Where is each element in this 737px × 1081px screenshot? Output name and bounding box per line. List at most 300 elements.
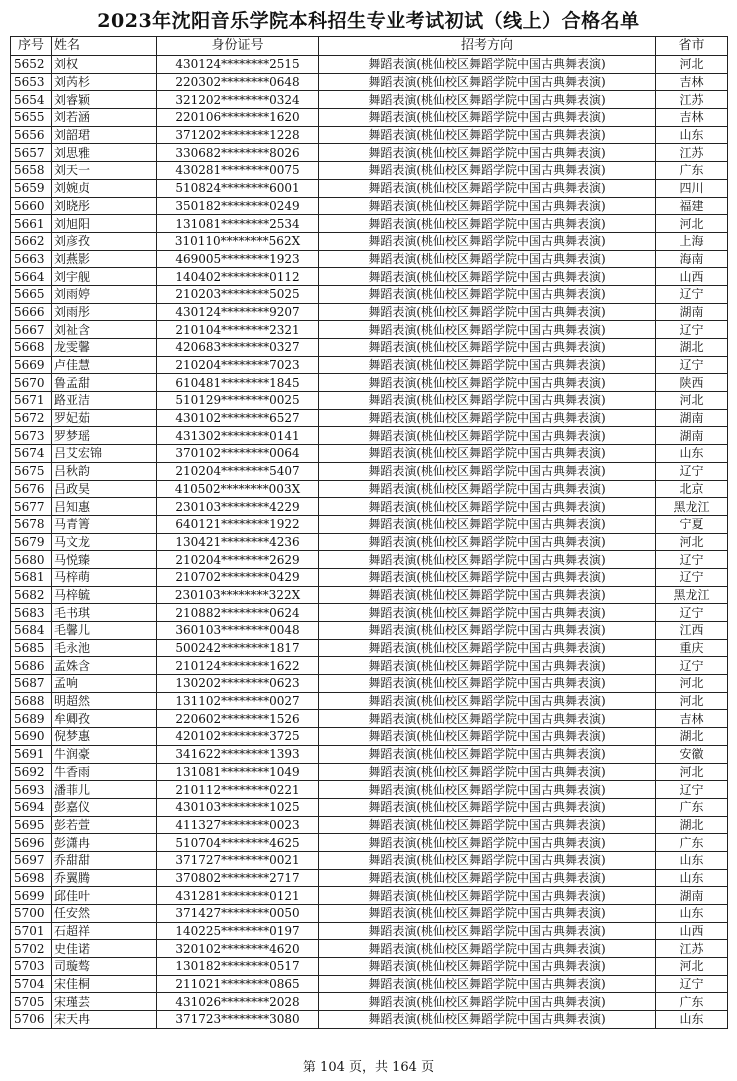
row-number: 5691 [11, 745, 52, 763]
exam-direction: 舞蹈表演(桃仙校区舞蹈学院中国古典舞表演) [319, 339, 656, 357]
row-number: 5661 [11, 215, 52, 233]
table-row [11, 197, 728, 215]
province: 河北 [656, 533, 728, 551]
table-row [11, 498, 728, 516]
student-name: 彭潇冉 [52, 834, 157, 852]
row-number: 5657 [11, 144, 52, 162]
row-number: 5695 [11, 816, 52, 834]
row-number: 5679 [11, 533, 52, 551]
id-number: 230103********4229 [157, 498, 319, 516]
exam-direction: 舞蹈表演(桃仙校区舞蹈学院中国古典舞表演) [319, 250, 656, 268]
table-row [11, 816, 728, 834]
table-row [11, 922, 728, 940]
exam-direction: 舞蹈表演(桃仙校区舞蹈学院中国古典舞表演) [319, 498, 656, 516]
exam-direction: 舞蹈表演(桃仙校区舞蹈学院中国古典舞表演) [319, 533, 656, 551]
row-number: 5696 [11, 834, 52, 852]
header-province: 省市 [656, 37, 728, 56]
exam-direction: 舞蹈表演(桃仙校区舞蹈学院中国古典舞表演) [319, 356, 656, 374]
id-number: 350182********0249 [157, 197, 319, 215]
exam-direction: 舞蹈表演(桃仙校区舞蹈学院中国古典舞表演) [319, 710, 656, 728]
exam-direction: 舞蹈表演(桃仙校区舞蹈学院中国古典舞表演) [319, 109, 656, 127]
exam-direction: 舞蹈表演(桃仙校区舞蹈学院中国古典舞表演) [319, 480, 656, 498]
province: 陕西 [656, 374, 728, 392]
table-row [11, 798, 728, 816]
row-number: 5654 [11, 91, 52, 109]
table-row [11, 232, 728, 250]
province: 辽宁 [656, 462, 728, 480]
province: 湖北 [656, 728, 728, 746]
exam-direction: 舞蹈表演(桃仙校区舞蹈学院中国古典舞表演) [319, 551, 656, 569]
row-number: 5692 [11, 763, 52, 781]
student-name: 宋天冉 [52, 1011, 157, 1029]
student-name: 倪梦惠 [52, 728, 157, 746]
id-number: 371202********1228 [157, 126, 319, 144]
province: 山东 [656, 869, 728, 887]
province: 安徽 [656, 745, 728, 763]
table-row [11, 285, 728, 303]
exam-direction: 舞蹈表演(桃仙校区舞蹈学院中国古典舞表演) [319, 763, 656, 781]
row-number: 5700 [11, 905, 52, 923]
row-number: 5666 [11, 303, 52, 321]
province: 广东 [656, 798, 728, 816]
row-number: 5694 [11, 798, 52, 816]
exam-direction: 舞蹈表演(桃仙校区舞蹈学院中国古典舞表演) [319, 586, 656, 604]
province: 辽宁 [656, 568, 728, 586]
province: 江西 [656, 622, 728, 640]
table-row [11, 869, 728, 887]
student-name: 毛馨儿 [52, 622, 157, 640]
id-number: 211021********0865 [157, 975, 319, 993]
student-name: 罗妃茹 [52, 409, 157, 427]
table-row [11, 374, 728, 392]
id-number: 469005********1923 [157, 250, 319, 268]
student-name: 鲁孟甜 [52, 374, 157, 392]
row-number: 5675 [11, 462, 52, 480]
student-name: 马文龙 [52, 533, 157, 551]
row-number: 5693 [11, 781, 52, 799]
row-number: 5690 [11, 728, 52, 746]
row-number: 5660 [11, 197, 52, 215]
table-row [11, 940, 728, 958]
student-name: 马梓萌 [52, 568, 157, 586]
row-number: 5668 [11, 339, 52, 357]
id-number: 131081********1049 [157, 763, 319, 781]
row-number: 5682 [11, 586, 52, 604]
id-number: 330682********8026 [157, 144, 319, 162]
id-number: 230103********322X [157, 586, 319, 604]
exam-direction: 舞蹈表演(桃仙校区舞蹈学院中国古典舞表演) [319, 975, 656, 993]
id-number: 410502********003X [157, 480, 319, 498]
student-name: 毛书琪 [52, 604, 157, 622]
table-row [11, 109, 728, 127]
province: 吉林 [656, 710, 728, 728]
student-name: 吕秋韵 [52, 462, 157, 480]
province: 上海 [656, 232, 728, 250]
table-row [11, 586, 728, 604]
table-row [11, 834, 728, 852]
student-name: 刘婉贞 [52, 179, 157, 197]
exam-direction: 舞蹈表演(桃仙校区舞蹈学院中国古典舞表演) [319, 798, 656, 816]
row-number: 5681 [11, 568, 52, 586]
student-name: 彭嘉仪 [52, 798, 157, 816]
table-row [11, 851, 728, 869]
student-name: 刘宇舰 [52, 268, 157, 286]
row-number: 5659 [11, 179, 52, 197]
exam-direction: 舞蹈表演(桃仙校区舞蹈学院中国古典舞表演) [319, 91, 656, 109]
province: 湖南 [656, 409, 728, 427]
exam-direction: 舞蹈表演(桃仙校区舞蹈学院中国古典舞表演) [319, 851, 656, 869]
id-number: 411327********0023 [157, 816, 319, 834]
exam-direction: 舞蹈表演(桃仙校区舞蹈学院中国古典舞表演) [319, 303, 656, 321]
province: 北京 [656, 480, 728, 498]
province: 辽宁 [656, 321, 728, 339]
row-number: 5686 [11, 657, 52, 675]
id-number: 370102********0064 [157, 445, 319, 463]
student-name: 孟响 [52, 675, 157, 693]
student-name: 刘韶珺 [52, 126, 157, 144]
id-number: 510704********4625 [157, 834, 319, 852]
table-row [11, 905, 728, 923]
id-number: 210702********0429 [157, 568, 319, 586]
student-name: 司璇骜 [52, 958, 157, 976]
id-number: 431302********0141 [157, 427, 319, 445]
page-footer: 第 104 页，共 164 页 [302, 1060, 435, 1075]
id-number: 420683********0327 [157, 339, 319, 357]
row-number: 5680 [11, 551, 52, 569]
student-name: 毛永池 [52, 639, 157, 657]
row-number: 5658 [11, 162, 52, 180]
province: 吉林 [656, 73, 728, 91]
id-number: 210204********5407 [157, 462, 319, 480]
id-number: 140225********0197 [157, 922, 319, 940]
student-name: 刘彦孜 [52, 232, 157, 250]
table-row [11, 604, 728, 622]
id-number: 321202********0324 [157, 91, 319, 109]
table-row [11, 728, 728, 746]
student-name: 彭若萱 [52, 816, 157, 834]
student-name: 乔翼腾 [52, 869, 157, 887]
exam-direction: 舞蹈表演(桃仙校区舞蹈学院中国古典舞表演) [319, 922, 656, 940]
exam-direction: 舞蹈表演(桃仙校区舞蹈学院中国古典舞表演) [319, 409, 656, 427]
province: 湖南 [656, 303, 728, 321]
province: 山东 [656, 1011, 728, 1029]
header-direction: 招考方向 [319, 37, 656, 56]
row-number: 5704 [11, 975, 52, 993]
row-number: 5667 [11, 321, 52, 339]
row-number: 5685 [11, 639, 52, 657]
row-number: 5669 [11, 356, 52, 374]
row-number: 5706 [11, 1011, 52, 1029]
student-name: 史佳诺 [52, 940, 157, 958]
id-number: 131102********0027 [157, 692, 319, 710]
table-row [11, 480, 728, 498]
id-number: 420102********3725 [157, 728, 319, 746]
id-number: 430281********0075 [157, 162, 319, 180]
exam-direction: 舞蹈表演(桃仙校区舞蹈学院中国古典舞表演) [319, 993, 656, 1011]
exam-direction: 舞蹈表演(桃仙校区舞蹈学院中国古典舞表演) [319, 215, 656, 233]
id-number: 371427********0050 [157, 905, 319, 923]
province: 广东 [656, 162, 728, 180]
id-number: 510824********6001 [157, 179, 319, 197]
student-name: 刘天一 [52, 162, 157, 180]
exam-direction: 舞蹈表演(桃仙校区舞蹈学院中国古典舞表演) [319, 232, 656, 250]
province: 江苏 [656, 940, 728, 958]
province: 湖南 [656, 427, 728, 445]
row-number: 5678 [11, 515, 52, 533]
row-number: 5674 [11, 445, 52, 463]
province: 海南 [656, 250, 728, 268]
table-row [11, 958, 728, 976]
student-name: 刘雨彤 [52, 303, 157, 321]
row-number: 5684 [11, 622, 52, 640]
table-row [11, 445, 728, 463]
student-name: 任安然 [52, 905, 157, 923]
table-row [11, 427, 728, 445]
exam-direction: 舞蹈表演(桃仙校区舞蹈学院中国古典舞表演) [319, 197, 656, 215]
student-name: 吕艾宏锦 [52, 445, 157, 463]
exam-direction: 舞蹈表演(桃仙校区舞蹈学院中国古典舞表演) [319, 392, 656, 410]
row-number: 5689 [11, 710, 52, 728]
row-number: 5697 [11, 851, 52, 869]
province: 河北 [656, 958, 728, 976]
id-number: 431026********2028 [157, 993, 319, 1011]
row-number: 5652 [11, 56, 52, 74]
table-row [11, 975, 728, 993]
id-number: 360103********0048 [157, 622, 319, 640]
province: 山东 [656, 126, 728, 144]
table-body [11, 56, 728, 1029]
id-number: 430103********1025 [157, 798, 319, 816]
page-title: 2023年沈阳音乐学院本科招生专业考试初试（线上）合格名单 [97, 10, 640, 32]
table-row [11, 179, 728, 197]
student-name: 刘睿颖 [52, 91, 157, 109]
table-row [11, 268, 728, 286]
province: 湖北 [656, 339, 728, 357]
exam-direction: 舞蹈表演(桃仙校区舞蹈学院中国古典舞表演) [319, 427, 656, 445]
province: 山东 [656, 445, 728, 463]
table-row [11, 639, 728, 657]
row-number: 5665 [11, 285, 52, 303]
id-number: 610481********1845 [157, 374, 319, 392]
id-number: 220602********1526 [157, 710, 319, 728]
row-number: 5655 [11, 109, 52, 127]
student-name: 刘燕影 [52, 250, 157, 268]
exam-direction: 舞蹈表演(桃仙校区舞蹈学院中国古典舞表演) [319, 568, 656, 586]
province: 辽宁 [656, 604, 728, 622]
row-number: 5653 [11, 73, 52, 91]
student-name: 石超祥 [52, 922, 157, 940]
table-row [11, 73, 728, 91]
id-number: 130182********0517 [157, 958, 319, 976]
id-number: 220302********0648 [157, 73, 319, 91]
row-number: 5703 [11, 958, 52, 976]
id-number: 220106********1620 [157, 109, 319, 127]
province: 湖北 [656, 816, 728, 834]
table-row [11, 303, 728, 321]
student-name: 刘雨婷 [52, 285, 157, 303]
row-number: 5663 [11, 250, 52, 268]
student-name: 罗梦瑶 [52, 427, 157, 445]
province: 广东 [656, 834, 728, 852]
id-number: 140402********0112 [157, 268, 319, 286]
exam-direction: 舞蹈表演(桃仙校区舞蹈学院中国古典舞表演) [319, 462, 656, 480]
province: 河北 [656, 392, 728, 410]
table-row [11, 321, 728, 339]
exam-direction: 舞蹈表演(桃仙校区舞蹈学院中国古典舞表演) [319, 56, 656, 74]
province: 河北 [656, 675, 728, 693]
row-number: 5687 [11, 675, 52, 693]
row-number: 5683 [11, 604, 52, 622]
exam-direction: 舞蹈表演(桃仙校区舞蹈学院中国古典舞表演) [319, 834, 656, 852]
id-number: 430124********9207 [157, 303, 319, 321]
province: 黑龙江 [656, 586, 728, 604]
id-number: 130421********4236 [157, 533, 319, 551]
student-name: 邱佳叶 [52, 887, 157, 905]
student-name: 吕知惠 [52, 498, 157, 516]
table-row [11, 1011, 728, 1029]
id-number: 341622********1393 [157, 745, 319, 763]
province: 广东 [656, 993, 728, 1011]
id-number: 431281********0121 [157, 887, 319, 905]
row-number: 5699 [11, 887, 52, 905]
student-name: 路亚洁 [52, 392, 157, 410]
table-row [11, 657, 728, 675]
row-number: 5702 [11, 940, 52, 958]
province: 江苏 [656, 144, 728, 162]
id-number: 210112********0221 [157, 781, 319, 799]
header-name: 姓名 [52, 37, 157, 56]
exam-direction: 舞蹈表演(桃仙校区舞蹈学院中国古典舞表演) [319, 321, 656, 339]
province: 黑龙江 [656, 498, 728, 516]
table-row [11, 675, 728, 693]
exam-direction: 舞蹈表演(桃仙校区舞蹈学院中国古典舞表演) [319, 622, 656, 640]
student-name: 刘思雅 [52, 144, 157, 162]
table-row [11, 745, 728, 763]
student-name: 刘晓彤 [52, 197, 157, 215]
id-number: 210882********0624 [157, 604, 319, 622]
row-number: 5676 [11, 480, 52, 498]
exam-direction: 舞蹈表演(桃仙校区舞蹈学院中国古典舞表演) [319, 445, 656, 463]
exam-direction: 舞蹈表演(桃仙校区舞蹈学院中国古典舞表演) [319, 374, 656, 392]
exam-direction: 舞蹈表演(桃仙校区舞蹈学院中国古典舞表演) [319, 869, 656, 887]
row-number: 5701 [11, 922, 52, 940]
province: 山东 [656, 905, 728, 923]
student-name: 龙雯馨 [52, 339, 157, 357]
exam-direction: 舞蹈表演(桃仙校区舞蹈学院中国古典舞表演) [319, 1011, 656, 1029]
province: 河北 [656, 56, 728, 74]
exam-direction: 舞蹈表演(桃仙校区舞蹈学院中国古典舞表演) [319, 816, 656, 834]
province: 辽宁 [656, 356, 728, 374]
province: 辽宁 [656, 657, 728, 675]
row-number: 5664 [11, 268, 52, 286]
province: 辽宁 [656, 781, 728, 799]
student-name: 牟卿孜 [52, 710, 157, 728]
table-row [11, 887, 728, 905]
province: 辽宁 [656, 285, 728, 303]
row-number: 5670 [11, 374, 52, 392]
exam-direction: 舞蹈表演(桃仙校区舞蹈学院中国古典舞表演) [319, 73, 656, 91]
table-row [11, 781, 728, 799]
table-row [11, 710, 728, 728]
table-row [11, 56, 728, 74]
table-row [11, 763, 728, 781]
student-name: 明超然 [52, 692, 157, 710]
student-name: 吕政昊 [52, 480, 157, 498]
exam-direction: 舞蹈表演(桃仙校区舞蹈学院中国古典舞表演) [319, 515, 656, 533]
exam-direction: 舞蹈表演(桃仙校区舞蹈学院中国古典舞表演) [319, 728, 656, 746]
student-name: 宋佳桐 [52, 975, 157, 993]
row-number: 5662 [11, 232, 52, 250]
table-row [11, 126, 728, 144]
table-row [11, 339, 728, 357]
exam-direction: 舞蹈表演(桃仙校区舞蹈学院中国古典舞表演) [319, 887, 656, 905]
student-name: 孟姝含 [52, 657, 157, 675]
row-number: 5688 [11, 692, 52, 710]
table-row [11, 692, 728, 710]
id-number: 371727********0021 [157, 851, 319, 869]
province: 河北 [656, 215, 728, 233]
table-row [11, 462, 728, 480]
table-row [11, 568, 728, 586]
exam-direction: 舞蹈表演(桃仙校区舞蹈学院中国古典舞表演) [319, 781, 656, 799]
table-row [11, 162, 728, 180]
student-name: 刘若涵 [52, 109, 157, 127]
id-number: 430124********2515 [157, 56, 319, 74]
id-number: 640121********1922 [157, 515, 319, 533]
table-row [11, 250, 728, 268]
id-number: 210204********2629 [157, 551, 319, 569]
student-name: 刘祉含 [52, 321, 157, 339]
exam-direction: 舞蹈表演(桃仙校区舞蹈学院中国古典舞表演) [319, 285, 656, 303]
row-number: 5705 [11, 993, 52, 1011]
id-number: 210104********2321 [157, 321, 319, 339]
province: 河北 [656, 763, 728, 781]
table-row [11, 993, 728, 1011]
student-name: 潘菲儿 [52, 781, 157, 799]
exam-direction: 舞蹈表演(桃仙校区舞蹈学院中国古典舞表演) [319, 144, 656, 162]
student-name: 刘芮杉 [52, 73, 157, 91]
exam-direction: 舞蹈表演(桃仙校区舞蹈学院中国古典舞表演) [319, 639, 656, 657]
id-number: 210124********1622 [157, 657, 319, 675]
exam-direction: 舞蹈表演(桃仙校区舞蹈学院中国古典舞表演) [319, 675, 656, 693]
exam-direction: 舞蹈表演(桃仙校区舞蹈学院中国古典舞表演) [319, 692, 656, 710]
table-row [11, 91, 728, 109]
province: 辽宁 [656, 551, 728, 569]
student-name: 马悦臻 [52, 551, 157, 569]
exam-direction: 舞蹈表演(桃仙校区舞蹈学院中国古典舞表演) [319, 958, 656, 976]
table-row [11, 392, 728, 410]
exam-direction: 舞蹈表演(桃仙校区舞蹈学院中国古典舞表演) [319, 905, 656, 923]
student-name: 刘旭阳 [52, 215, 157, 233]
student-name: 乔甜甜 [52, 851, 157, 869]
header-id: 身份证号 [157, 37, 319, 56]
student-name: 牛润豪 [52, 745, 157, 763]
id-number: 510129********0025 [157, 392, 319, 410]
results-table [10, 36, 728, 1029]
header-no: 序号 [11, 37, 52, 56]
id-number: 131081********2534 [157, 215, 319, 233]
row-number: 5677 [11, 498, 52, 516]
province: 辽宁 [656, 975, 728, 993]
row-number: 5656 [11, 126, 52, 144]
row-number: 5672 [11, 409, 52, 427]
id-number: 371723********3080 [157, 1011, 319, 1029]
id-number: 500242********1817 [157, 639, 319, 657]
table-row [11, 356, 728, 374]
table-row [11, 622, 728, 640]
student-name: 卢佳慧 [52, 356, 157, 374]
student-name: 牛香雨 [52, 763, 157, 781]
